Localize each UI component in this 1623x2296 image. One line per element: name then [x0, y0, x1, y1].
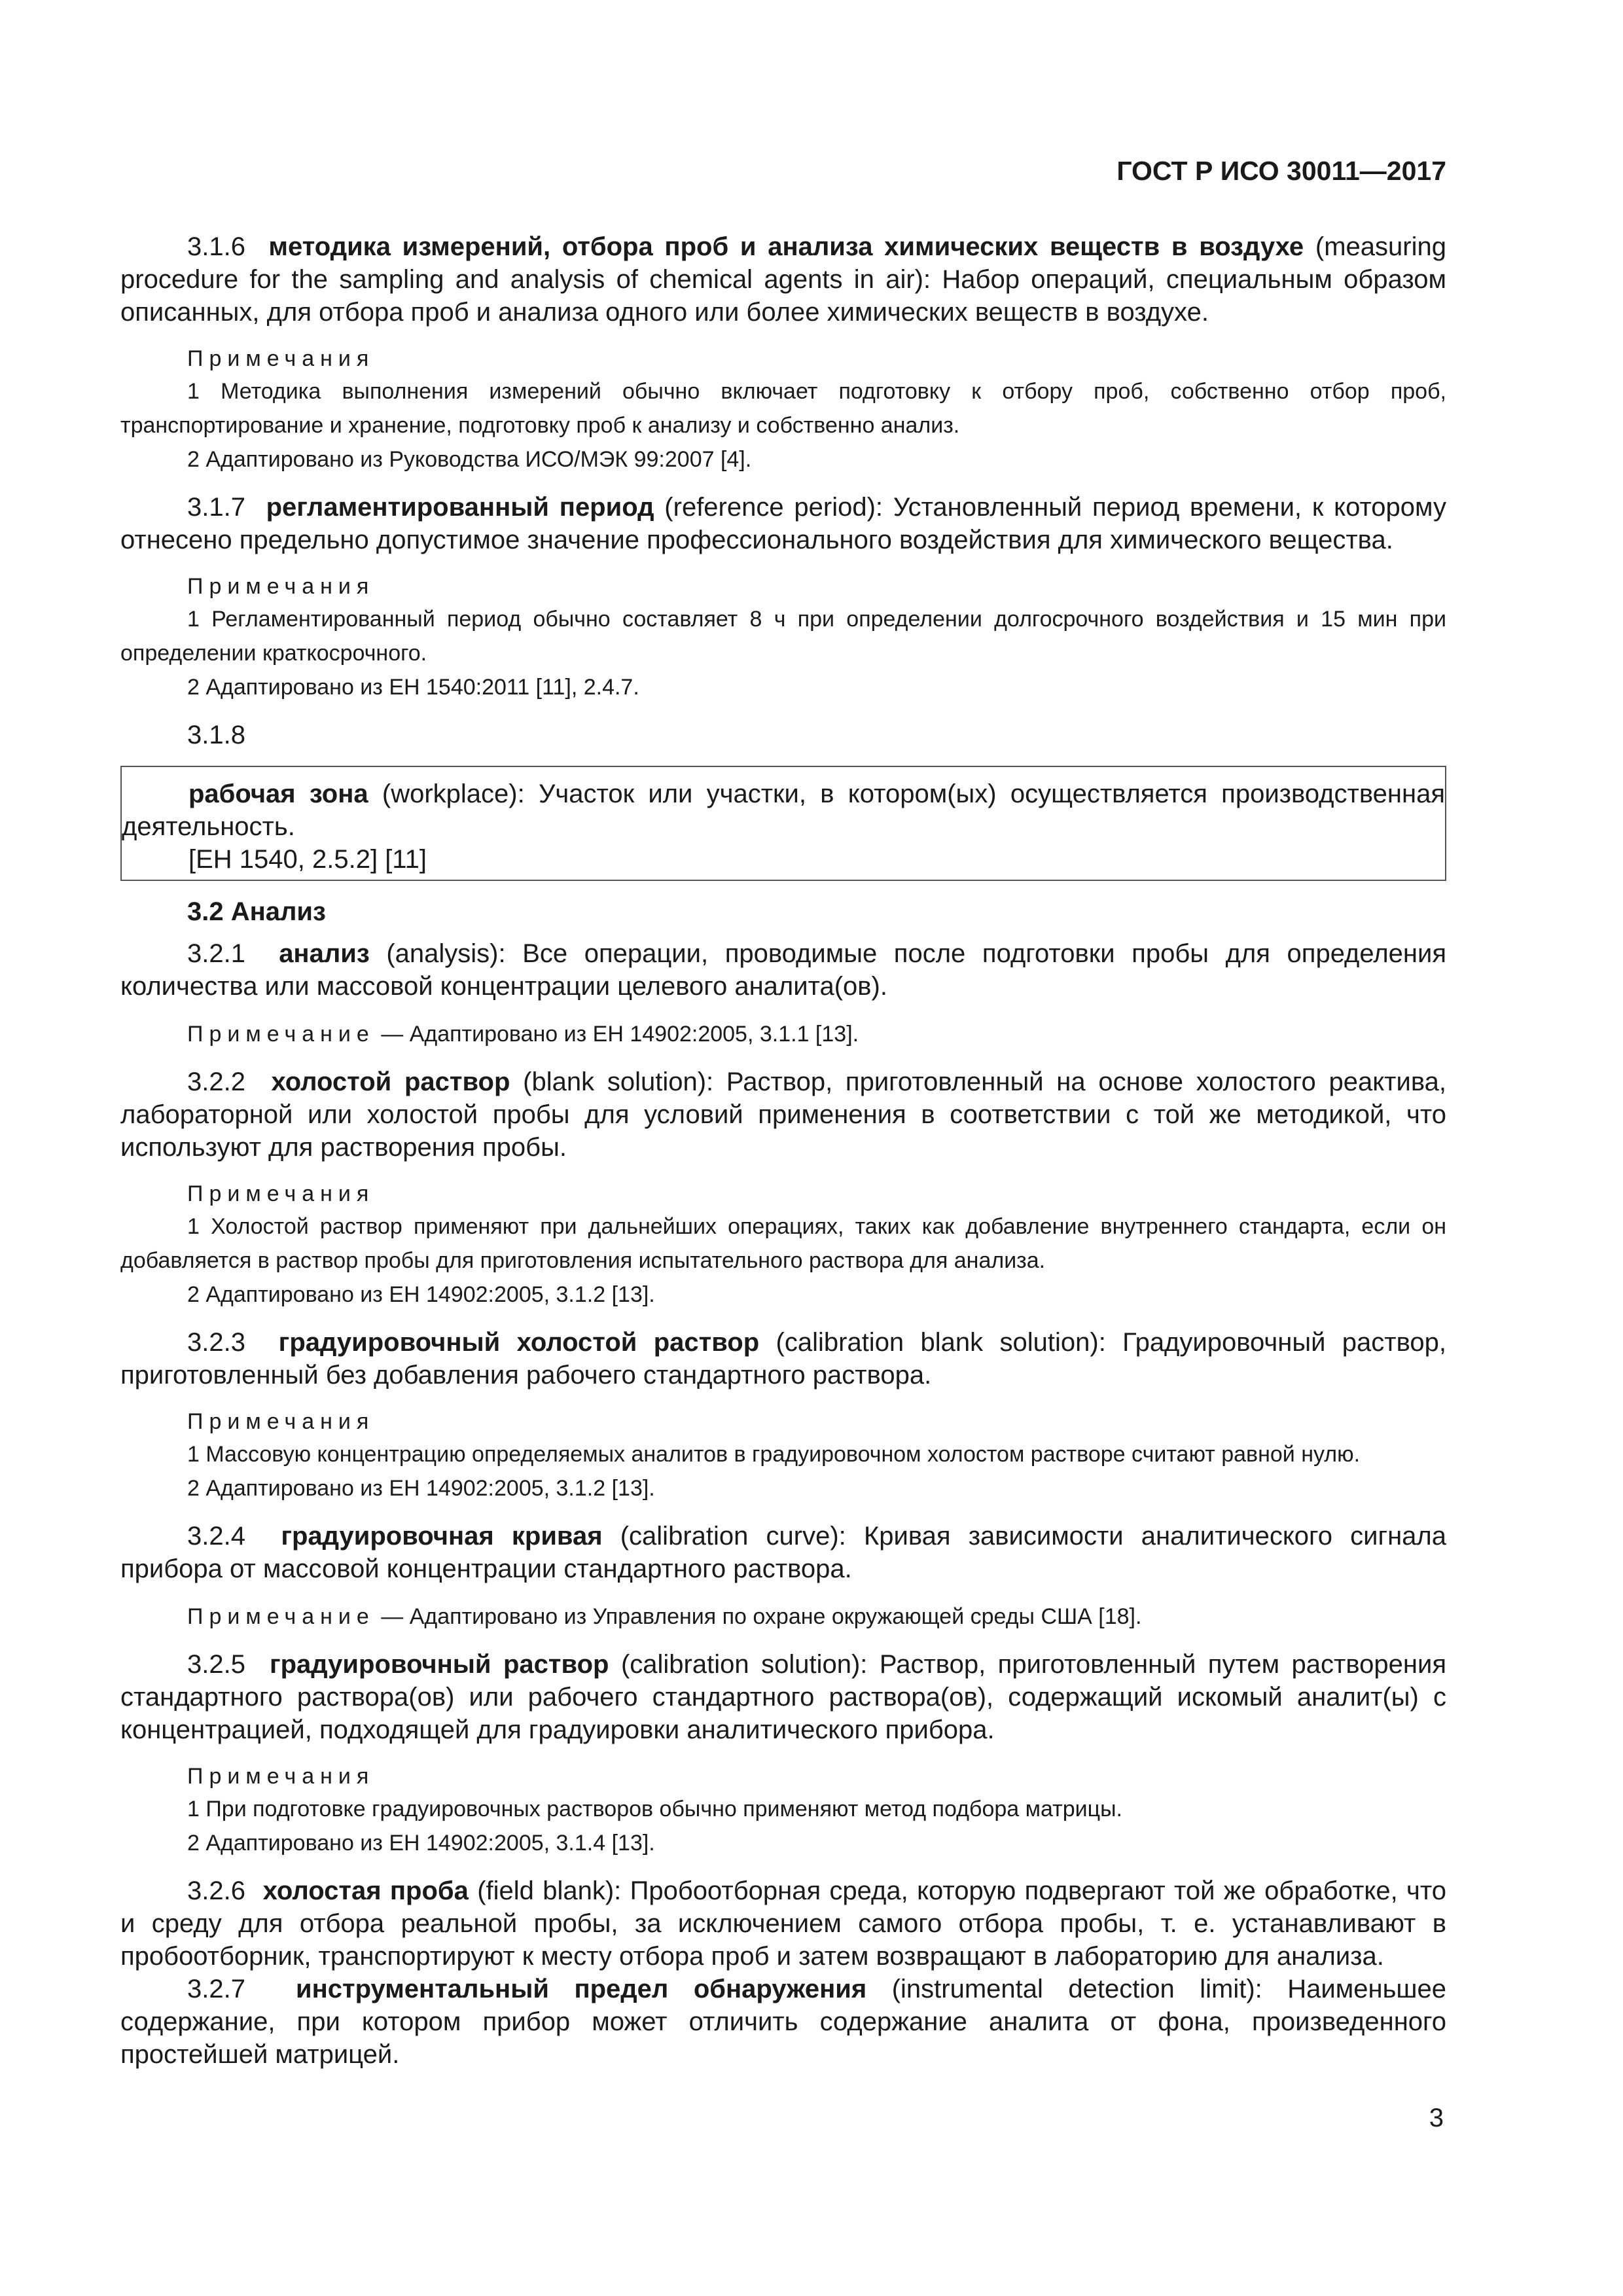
clause-number: 3.1.6: [187, 232, 245, 261]
note-label: Примечание: [187, 1022, 375, 1047]
definition-text: (field blank): Пробоотборная среда, которую подвергают той же обработке, что и среду для отбора реальной пробы, за исключением самого отбора пробы, т. е. устанавливают в пробоотборник, транспортируют к месту отбора проб и затем возвращают в лабораторию для анализа.: [120, 1876, 1446, 1971]
note: 2 Адаптировано из ЕН 1540:2011 [11], 2.4.7.: [187, 675, 639, 700]
definition-3-2-3: [120, 1326, 1446, 1391]
definition-3-2-2: [120, 1066, 1446, 1164]
definition-3-2-5: [120, 1648, 1446, 1746]
term: методика измерений, отбора проб и анализа химических веществ в воздухе: [268, 232, 1304, 261]
note: 2 Адаптировано из ЕН 14902:2005, 3.1.2 [13].: [187, 1476, 655, 1501]
reference: [ЕН 1540, 2.5.2] [11]: [188, 845, 427, 874]
clause-number: 3.2.3: [187, 1328, 245, 1357]
note: 1 Регламентированный период обычно составляет 8 ч при определении долгосрочного воздействия и 15 мин при определении краткосрочного.: [120, 607, 1446, 666]
note: [120, 1017, 1446, 1051]
note: 1 Методика выполнения измерений обычно включает подготовку к отбору проб, собственно отбор проб, транспортирование и хранение, подготовку проб к анализу и собственно анализ.: [120, 379, 1446, 438]
note: 2 Адаптировано из Руководства ИСО/МЭК 99:2007 [4].: [187, 447, 752, 472]
clause-number: 3.2.1: [187, 939, 245, 968]
note-text: — Адаптировано из Управления по охране окружающей среды США [18].: [374, 1604, 1142, 1629]
definition-3-1-8: [122, 778, 1445, 843]
definition-box-3-1-8: [120, 766, 1446, 881]
term: градуировочный холостой раствор: [278, 1328, 760, 1357]
note-label: Примечание: [187, 1604, 375, 1629]
definition-3-1-6: [120, 230, 1446, 329]
notes-heading: Примечания: [187, 1181, 375, 1206]
definition-3-1-7: [120, 491, 1446, 556]
definition-text: (blank solution): Раствор, приготовленный на основе холостого реактива, лабораторной или холостой пробы для условий применения в соответствии с той же методикой, что используют для растворения пробы.: [120, 1067, 1447, 1162]
term: холостой раствор: [271, 1067, 510, 1096]
note: 1 Холостой раствор применяют при дальнейших операциях, таких как добавление внутреннего стандарта, если он добавляется в раствор пробы для приготовления испытательного раствора для анализа.: [120, 1214, 1446, 1273]
definition-text: (calibration solution): Раствор, приготовленный путем растворения стандартного раствора(ов) или рабочего стандартного раствора(ов), содержащий искомый аналит(ы) с концентрацией, подходящей для градуировки аналитического прибора.: [120, 1650, 1447, 1744]
note: 1 Массовую концентрацию определяемых аналитов в градуировочном холостом растворе считают равной нулю.: [187, 1442, 1361, 1467]
note: [120, 1600, 1446, 1634]
clause-number: 3.2.7: [187, 1975, 245, 2003]
term: анализ: [279, 939, 370, 968]
term: градуировочный раствор: [269, 1650, 609, 1679]
page-number: 3: [1429, 2104, 1444, 2132]
note-text: — Адаптировано из ЕН 14902:2005, 3.1.1 [13].: [374, 1022, 859, 1047]
clause-number: 3.2.5: [187, 1650, 245, 1679]
definition-text: (calibration curve): Кривая зависимости аналитического сигнала прибора от массовой концентрации стандартного раствора.: [120, 1522, 1446, 1583]
definition-text: (calibration blank solution): Градуировочный раствор, приготовленный без добавления рабочего стандартного раствора.: [120, 1328, 1446, 1390]
notes-heading: Примечания: [187, 346, 375, 371]
notes-heading: Примечания: [187, 574, 375, 599]
note: 1 При подготовке градуировочных растворов обычно применяют метод подбора матрицы.: [187, 1797, 1122, 1821]
term: регламентированный период: [266, 493, 654, 522]
clause-number-3-1-8: 3.1.8: [187, 721, 245, 749]
definition-3-2-7: [120, 1973, 1446, 2071]
clause-number: 3.2.4: [187, 1522, 245, 1551]
clause-number: 3.2.6: [187, 1876, 245, 1905]
clause-number: 3.2.2: [187, 1067, 245, 1096]
definition-text: (workplace): Участок или участки, в котором(ых) осуществляется производственная деятельность.: [122, 780, 1445, 841]
term: инструментальный предел обнаружения: [295, 1975, 867, 2003]
definition-3-2-6: [120, 1874, 1446, 1973]
notes-heading: Примечания: [187, 1409, 375, 1434]
definition-text: (instrumental detection limit): Наименьшее содержание, при котором прибор может отличить содержание аналита от фона, произведенного простейшей матрицей.: [120, 1975, 1446, 2069]
document-header: ГОСТ Р ИСО 30011—2017: [1116, 156, 1446, 186]
notes-heading: Примечания: [187, 1764, 375, 1789]
section-heading: 3.2 Анализ: [187, 897, 326, 926]
term: градуировочная кривая: [281, 1522, 603, 1551]
definition-text: (analysis): Все операции, проводимые после подготовки пробы для определения количества или массовой концентрации целевого аналита(ов).: [120, 939, 1446, 1001]
note: 2 Адаптировано из ЕН 14902:2005, 3.1.2 [13].: [187, 1282, 655, 1307]
term: рабочая зона: [188, 780, 368, 808]
definition-text: (measuring procedure for the sampling and analysis of chemical agents in air): Набор операций, специальным образом описанных, для отбора проб и анализа одного или более химических веществ в воздухе.: [120, 232, 1446, 327]
page-body: [120, 230, 1446, 2085]
term: холостая проба: [262, 1876, 469, 1905]
definition-3-2-1: [120, 937, 1446, 1003]
definition-text: (reference period): Установленный период времени, к которому отнесено предельно допустимое значение профессионального воздействия для химического вещества.: [120, 493, 1446, 554]
definition-3-2-4: [120, 1520, 1446, 1585]
clause-number: 3.1.7: [187, 493, 245, 522]
note: 2 Адаптировано из ЕН 14902:2005, 3.1.4 [13].: [187, 1831, 655, 1856]
